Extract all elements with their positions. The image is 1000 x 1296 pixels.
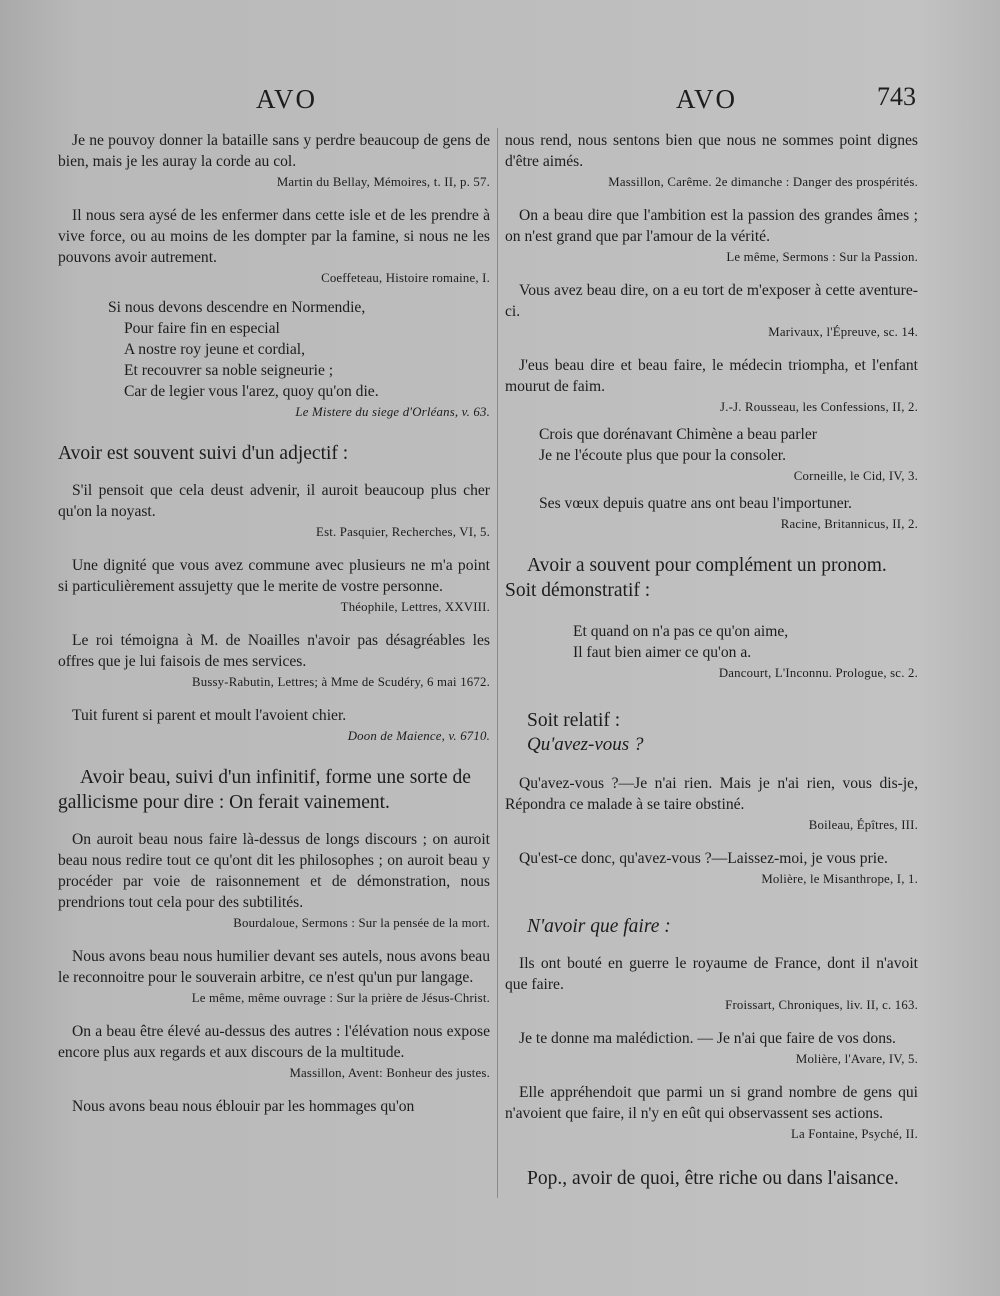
citation: Racine, Britannicus, II, 2. bbox=[780, 517, 918, 531]
verse-block bbox=[505, 493, 918, 514]
verse-line: Il faut bien aimer ce qu'on a. bbox=[573, 644, 752, 661]
section-rubric: Pop., avoir de quoi, être riche ou dans l'aisance. bbox=[527, 1168, 899, 1189]
section-rubric: Avoir beau, suivi d'un infinitif, forme une sorte de gallicisme pour dire : On ferait vainement. bbox=[58, 767, 471, 813]
citation: Le même, Sermons : Sur la Passion. bbox=[726, 250, 918, 264]
column-divider bbox=[497, 128, 498, 1198]
verse-line: Car de legier vous l'arez, quoy qu'on die. bbox=[124, 383, 379, 400]
page-number: 743 bbox=[877, 82, 916, 111]
citation: Molière, le Misanthrope, I, 1. bbox=[761, 872, 918, 886]
verse-block bbox=[505, 424, 918, 466]
quote-paragraph: Le roi témoigna à M. de Noailles n'avoir pas désagréables les offres que je lui faisois de mes services. bbox=[58, 632, 490, 670]
right-column bbox=[505, 130, 918, 1192]
citation: Le même, même ouvrage : Sur la prière de Jésus-Christ. bbox=[191, 991, 490, 1005]
citation: Molière, l'Avare, IV, 5. bbox=[795, 1052, 918, 1066]
right-running-head: AVO bbox=[676, 84, 738, 114]
quote-paragraph: Il nous sera aysé de les enfermer dans cette isle et de les prendre à vive force, ou au moins de les dompter par la famine, si nous ne les pouvons avoir autrement. bbox=[58, 207, 490, 266]
verse-line: Je ne l'écoute plus que pour la consoler. bbox=[539, 447, 787, 464]
section-rubric: Avoir est souvent suivi d'un adjectif : bbox=[58, 443, 349, 464]
citation: Massillon, Carême. 2e dimanche : Danger des prospérités. bbox=[608, 175, 918, 189]
quote-paragraph: J'eus beau dire et beau faire, le médecin triompha, et l'enfant mourut de faim. bbox=[505, 357, 918, 395]
citation: Massillon, Avent: Bonheur des justes. bbox=[289, 1066, 490, 1080]
quote-paragraph: On a beau dire que l'ambition est la passion des grandes âmes ; on n'est grand que par l'amour de la vérité. bbox=[505, 207, 918, 245]
verse-block bbox=[58, 297, 490, 402]
verse-line: Et recouvrer sa noble seigneurie ; bbox=[124, 362, 334, 379]
left-running-head: AVO bbox=[256, 84, 318, 114]
citation: Bussy-Rabutin, Lettres; à Mme de Scudéry, 6 mai 1672. bbox=[191, 675, 490, 689]
quote-paragraph: S'il pensoit que cela deust advenir, il auroit beaucoup plus cher qu'on la noyast. bbox=[58, 482, 490, 520]
verse-line: Pour faire fin en especial bbox=[124, 320, 280, 337]
citation: Marivaux, l'Épreuve, sc. 14. bbox=[768, 325, 918, 339]
verse-line: Ses vœux depuis quatre ans ont beau l'importuner. bbox=[539, 495, 852, 512]
citation: J.-J. Rousseau, les Confessions, II, 2. bbox=[720, 400, 918, 414]
quote-paragraph: Qu'avez-vous ?—Je n'ai rien. Mais je n'ai rien, vous dis-je, Répondra ce malade à se taire obstiné. bbox=[505, 775, 918, 813]
citation: Dancourt, L'Inconnu. Prologue, sc. 2. bbox=[718, 666, 918, 680]
quote-paragraph: Je ne pouvoy donner la bataille sans y perdre beaucoup de gens de bien, mais je les auray la corde au col. bbox=[58, 132, 490, 170]
verse-line: Crois que dorénavant Chimène a beau parler bbox=[539, 426, 817, 443]
quote-paragraph: Nous avons beau nous humilier devant ses autels, nous avons beau le reconnoitre pour le souverain arbitre, ce n'est qu'un pur langage. bbox=[58, 948, 490, 986]
quote-paragraph: Vous avez beau dire, on a eu tort de m'exposer à cette aventure-ci. bbox=[505, 282, 918, 320]
verse-block bbox=[505, 621, 918, 663]
quote-paragraph: nous rend, nous sentons bien que nous ne sommes point dignes d'être aimés. bbox=[505, 132, 918, 170]
quote-paragraph: Tuit furent si parent et moult l'avoient chier. bbox=[72, 707, 347, 724]
citation: Coeffeteau, Histoire romaine, I. bbox=[321, 271, 490, 285]
verse-line: Si nous devons descendre en Normendie, bbox=[108, 299, 366, 316]
citation: Le Mistere du siege d'Orléans, v. 63. bbox=[295, 405, 490, 419]
quote-paragraph: Je te donne ma malédiction. — Je n'ai que faire de vos dons. bbox=[519, 1030, 896, 1047]
section-subrubric: Qu'avez-vous ? bbox=[527, 734, 644, 755]
verse-line: Et quand on n'a pas ce qu'on aime, bbox=[573, 623, 789, 640]
quote-paragraph: Une dignité que vous avez commune avec plusieurs ne m'a point si particulièrement assujetty que le merite de vostre personne. bbox=[58, 557, 490, 595]
citation: Théophile, Lettres, XXVIII. bbox=[340, 600, 490, 614]
citation: Bourdaloue, Sermons : Sur la pensée de la mort. bbox=[233, 916, 490, 930]
citation: Corneille, le Cid, IV, 3. bbox=[793, 469, 918, 483]
left-column bbox=[58, 130, 490, 1117]
citation: Boileau, Épîtres, III. bbox=[808, 818, 918, 832]
quote-paragraph: Elle appréhendoit que parmi un si grand nombre de gens qui n'avoient que faire, il n'y en eût qui observassent ses actions. bbox=[505, 1084, 918, 1122]
citation: Froissart, Chroniques, liv. II, c. 163. bbox=[725, 998, 918, 1012]
verse-line: A nostre roy jeune et cordial, bbox=[124, 341, 306, 358]
citation: Martin du Bellay, Mémoires, t. II, p. 57. bbox=[276, 175, 490, 189]
section-rubric: Avoir a souvent pour complément un pronom. Soit démonstratif : bbox=[505, 555, 887, 601]
quote-paragraph: Qu'est-ce donc, qu'avez-vous ?—Laissez-moi, je vous prie. bbox=[519, 850, 888, 867]
section-rubric: N'avoir que faire : bbox=[527, 916, 671, 937]
citation: Doon de Maience, v. 6710. bbox=[347, 729, 490, 743]
quote-paragraph: On a beau être élevé au-dessus des autres : l'élévation nous expose encore plus aux regards et aux discours de la multitude. bbox=[58, 1023, 490, 1061]
quote-paragraph: On auroit beau nous faire là-dessus de longs discours ; on auroit beau nous redire tout ce qu'ont dit les philosophes ; on auroit beau y procéder par voie de raisonnement et de démonstration, nous prendrions tout cela pour des subtilités. bbox=[58, 831, 490, 911]
citation: Est. Pasquier, Recherches, VI, 5. bbox=[316, 525, 490, 539]
section-rubric: Soit relatif : bbox=[527, 710, 621, 731]
citation: La Fontaine, Psyché, II. bbox=[790, 1127, 918, 1141]
quote-paragraph: Ils ont bouté en guerre le royaume de France, dont il n'avoit que faire. bbox=[505, 955, 918, 993]
quote-paragraph: Nous avons beau nous éblouir par les hommages qu'on bbox=[72, 1098, 415, 1115]
